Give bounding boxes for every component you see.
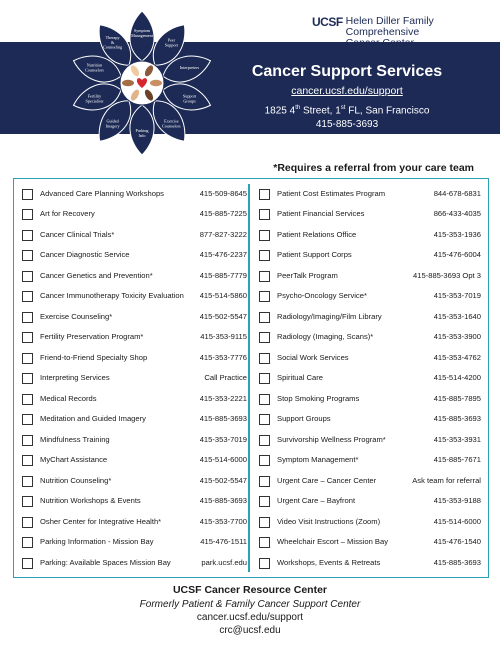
checkbox[interactable] [22, 373, 33, 384]
checkbox[interactable] [259, 394, 270, 405]
list-item [22, 369, 247, 390]
checkbox[interactable] [259, 373, 270, 384]
service-label: Patient Relations Office [277, 229, 357, 239]
service-label: Fertility Preservation Program* [40, 332, 144, 342]
support-flower-graphic [62, 8, 222, 158]
petal-label: Nutrition Counselors [85, 62, 104, 73]
service-phone: 415-353-7019 [199, 434, 247, 444]
service-phone: 415-353-7700 [199, 516, 247, 526]
service-phone: 877-827-3222 [199, 229, 247, 239]
service-phone: 415-476-6004 [433, 250, 481, 260]
checkbox[interactable] [259, 435, 270, 446]
checkbox[interactable] [22, 250, 33, 261]
list-item [22, 410, 247, 431]
petal-label: Fertility Specialists [85, 93, 104, 104]
list-item [22, 328, 247, 349]
service-phone: 415-353-7776 [199, 352, 247, 362]
hand-icon [150, 80, 162, 86]
service-phone: 415-353-9188 [433, 496, 481, 506]
list-item [22, 266, 247, 287]
service-phone: 415-476-1511 [200, 537, 247, 547]
service-label: PeerTalk Program [277, 270, 338, 280]
list-item [259, 533, 481, 554]
service-label: Mindfulness Training [40, 434, 110, 444]
list-item [22, 492, 247, 513]
service-label: Cancer Clinical Trials* [40, 229, 115, 239]
services-column-right [259, 184, 481, 574]
service-phone: 415-514-4200 [433, 373, 481, 383]
checkbox[interactable] [22, 455, 33, 466]
service-phone: 415-885-3693 [199, 414, 247, 424]
service-label: Symptom Management* [277, 455, 359, 465]
service-label: Urgent Care – Bayfront [277, 496, 356, 506]
service-label: Nutrition Counseling* [40, 475, 112, 485]
checkbox[interactable] [22, 291, 33, 302]
list-item [259, 205, 481, 226]
service-phone: 415-476-2237 [199, 250, 247, 260]
service-phone: 415-509-8645 [199, 188, 247, 198]
petal-label: Exercise Counselors [161, 118, 181, 129]
list-item [22, 246, 247, 267]
checkbox[interactable] [259, 558, 270, 569]
list-item [22, 348, 247, 369]
services-column-left [22, 184, 247, 574]
checkbox[interactable] [259, 271, 270, 282]
checkbox[interactable] [22, 312, 33, 323]
brand-line-1: Helen Diller Family [345, 15, 434, 27]
footer [0, 584, 500, 637]
service-label: Stop Smoking Programs [277, 393, 360, 403]
checkbox[interactable] [259, 230, 270, 241]
list-item [259, 471, 481, 492]
support-url-link[interactable]: cancer.ucsf.edu/support [291, 85, 403, 97]
service-label: MyChart Assistance [40, 455, 108, 465]
list-item [22, 225, 247, 246]
checkbox[interactable] [22, 558, 33, 569]
brand-line-2: Comprehensive [345, 26, 420, 38]
service-phone: 415-476-1540 [433, 537, 481, 547]
list-item [22, 205, 247, 226]
service-label: Advanced Care Planning Workshops [40, 188, 164, 198]
service-label: Patient Support Corps [277, 250, 352, 260]
footer-subtitle: Formerly Patient & Family Cancer Support Center [139, 599, 361, 610]
header-title-block [222, 62, 472, 131]
service-label: Spiritual Care [277, 373, 324, 383]
checkbox[interactable] [22, 537, 33, 548]
service-label: Osher Center for Integrative Health* [40, 516, 162, 526]
petal-label: Interpreters [179, 64, 200, 70]
service-phone: 415-502-5547 [199, 475, 247, 485]
petal-label: Guided Imagery [105, 118, 120, 129]
ucsf-brand-logo [312, 16, 497, 49]
service-phone: 415-353-3931 [433, 434, 481, 444]
service-label: Interpreting Services [40, 373, 110, 383]
service-phone: 415-885-7671 [433, 455, 481, 465]
list-item [259, 246, 481, 267]
service-label: Parking: Available Spaces Mission Bay [40, 557, 171, 567]
service-phone: 415-502-5547 [199, 311, 247, 321]
service-label: Social Work Services [277, 352, 349, 362]
service-label: Medical Records [40, 393, 97, 403]
list-item [259, 266, 481, 287]
service-label: Patient Cost Estimates Program [277, 188, 386, 198]
list-item [259, 492, 481, 513]
checkbox[interactable] [259, 332, 270, 343]
list-item [22, 307, 247, 328]
service-phone: 415-514-5860 [199, 291, 247, 301]
petal-label: Parking Info [135, 128, 149, 138]
service-phone: park.ucsf.edu [201, 557, 247, 567]
list-item [259, 307, 481, 328]
service-label: Video Visit Instructions (Zoom) [277, 516, 381, 526]
checkbox[interactable] [259, 291, 270, 302]
checkbox[interactable] [22, 209, 33, 220]
service-label: Radiology (Imaging, Scans)* [277, 332, 374, 342]
list-item [259, 553, 481, 574]
service-phone: 415-885-7225 [199, 209, 247, 219]
checkbox[interactable] [259, 189, 270, 200]
service-label: Patient Financial Services [277, 209, 365, 219]
list-item [259, 225, 481, 246]
service-phone: 415-885-3693 Opt 3 [413, 270, 481, 280]
petal-label: Support Groups [182, 93, 197, 104]
checkbox[interactable] [22, 271, 33, 282]
list-item [22, 287, 247, 308]
service-label: Art for Recovery [40, 209, 95, 219]
service-label: Radiology/Imaging/Film Library [277, 311, 382, 321]
footer-url[interactable]: cancer.ucsf.edu/support [196, 612, 304, 623]
petal [130, 105, 154, 155]
service-phone: 844-678-6831 [433, 188, 481, 198]
list-item [259, 451, 481, 472]
checkbox[interactable] [259, 537, 270, 548]
list-item [22, 389, 247, 410]
service-phone: 415-885-7779 [199, 270, 247, 280]
list-item [22, 451, 247, 472]
list-item [259, 512, 481, 533]
service-label: Nutrition Workshops & Events [40, 496, 141, 506]
list-item [259, 430, 481, 451]
petal-label: Therapy & Counseling [103, 35, 123, 50]
service-label: Wheelchair Escort – Mission Bay [277, 537, 388, 547]
checkbox[interactable] [22, 394, 33, 405]
service-label: Meditation and Guided Imagery [40, 414, 146, 424]
service-label: Parking Information - Mission Bay [40, 537, 154, 547]
checkbox[interactable] [22, 332, 33, 343]
list-item [22, 471, 247, 492]
list-item [259, 328, 481, 349]
service-phone: 415-885-3693 [433, 557, 481, 567]
service-label: Friend-to-Friend Specialty Shop [40, 352, 148, 362]
service-phone: 415-353-7019 [433, 291, 481, 301]
service-label: Psycho-Oncology Service* [277, 291, 367, 301]
checkbox[interactable] [22, 414, 33, 425]
service-phone: 415-353-2221 [199, 393, 247, 403]
brand-line-3: Cancer Center [345, 37, 414, 49]
checkbox[interactable] [259, 496, 270, 507]
list-item [259, 287, 481, 308]
list-item [259, 184, 481, 205]
list-item [22, 533, 247, 554]
service-label: Urgent Care – Cancer Center [277, 475, 377, 485]
service-phone: Call Practice [204, 373, 247, 383]
petal-label: Peer Support [164, 37, 179, 48]
service-phone: 415-514-6000 [199, 455, 247, 465]
checkbox[interactable] [259, 209, 270, 220]
checkbox[interactable] [22, 517, 33, 528]
hand-icon [122, 80, 134, 86]
list-item [259, 410, 481, 431]
service-phone: 866-433-4035 [433, 209, 481, 219]
service-phone: 415-353-3900 [433, 332, 481, 342]
column-divider [248, 184, 250, 572]
service-phone: 415-353-9115 [200, 332, 247, 342]
checkbox[interactable] [22, 189, 33, 200]
list-item [259, 389, 481, 410]
referral-note: *Requires a referral from your care team [273, 162, 474, 174]
checkbox[interactable] [259, 517, 270, 528]
service-label: Support Groups [277, 414, 331, 424]
petal [130, 11, 154, 61]
page-title: Cancer Support Services [251, 63, 443, 80]
footer-email[interactable]: crc@ucsf.edu [219, 625, 281, 636]
service-phone: 415-885-7895 [433, 393, 481, 403]
service-phone: 415-885-3693 [433, 414, 481, 424]
list-item [22, 553, 247, 574]
list-item [259, 348, 481, 369]
checkbox[interactable] [259, 312, 270, 323]
service-phone: 415-353-1640 [433, 311, 481, 321]
checkbox[interactable] [22, 476, 33, 487]
list-item [22, 512, 247, 533]
service-label: Exercise Counseling* [40, 311, 113, 321]
checkbox[interactable] [259, 414, 270, 425]
checkbox[interactable] [259, 353, 270, 364]
checkbox[interactable] [22, 230, 33, 241]
list-item [259, 369, 481, 390]
service-phone: 415-514-6000 [433, 516, 481, 526]
checkbox[interactable] [259, 476, 270, 487]
checkbox[interactable] [22, 496, 33, 507]
list-item [22, 430, 247, 451]
service-phone: Ask team for referral [412, 475, 481, 485]
footer-title: UCSF Cancer Resource Center [172, 584, 328, 596]
service-label: Cancer Genetics and Prevention* [40, 270, 153, 280]
checkbox[interactable] [22, 353, 33, 364]
checkbox[interactable] [259, 455, 270, 466]
checkbox[interactable] [22, 435, 33, 446]
ucsf-wordmark: UCSF [312, 15, 343, 29]
service-phone: 415-885-3693 [199, 496, 247, 506]
service-label: Cancer Immunotherapy Toxicity Evaluation [40, 291, 184, 301]
service-phone: 415-353-4762 [433, 352, 481, 362]
header-phone: 415-885-3693 [315, 119, 379, 131]
service-label: Workshops, Events & Retreats [277, 557, 381, 567]
address: 1825 4th Street, 1st FL, San Francisco [264, 105, 430, 117]
list-item [22, 184, 247, 205]
service-phone: 415-353-1936 [433, 229, 481, 239]
checkbox[interactable] [259, 250, 270, 261]
service-label: Cancer Diagnostic Service [40, 250, 130, 260]
petal-label: Symptom Management [131, 28, 153, 38]
service-label: Survivorship Wellness Program* [277, 434, 386, 444]
